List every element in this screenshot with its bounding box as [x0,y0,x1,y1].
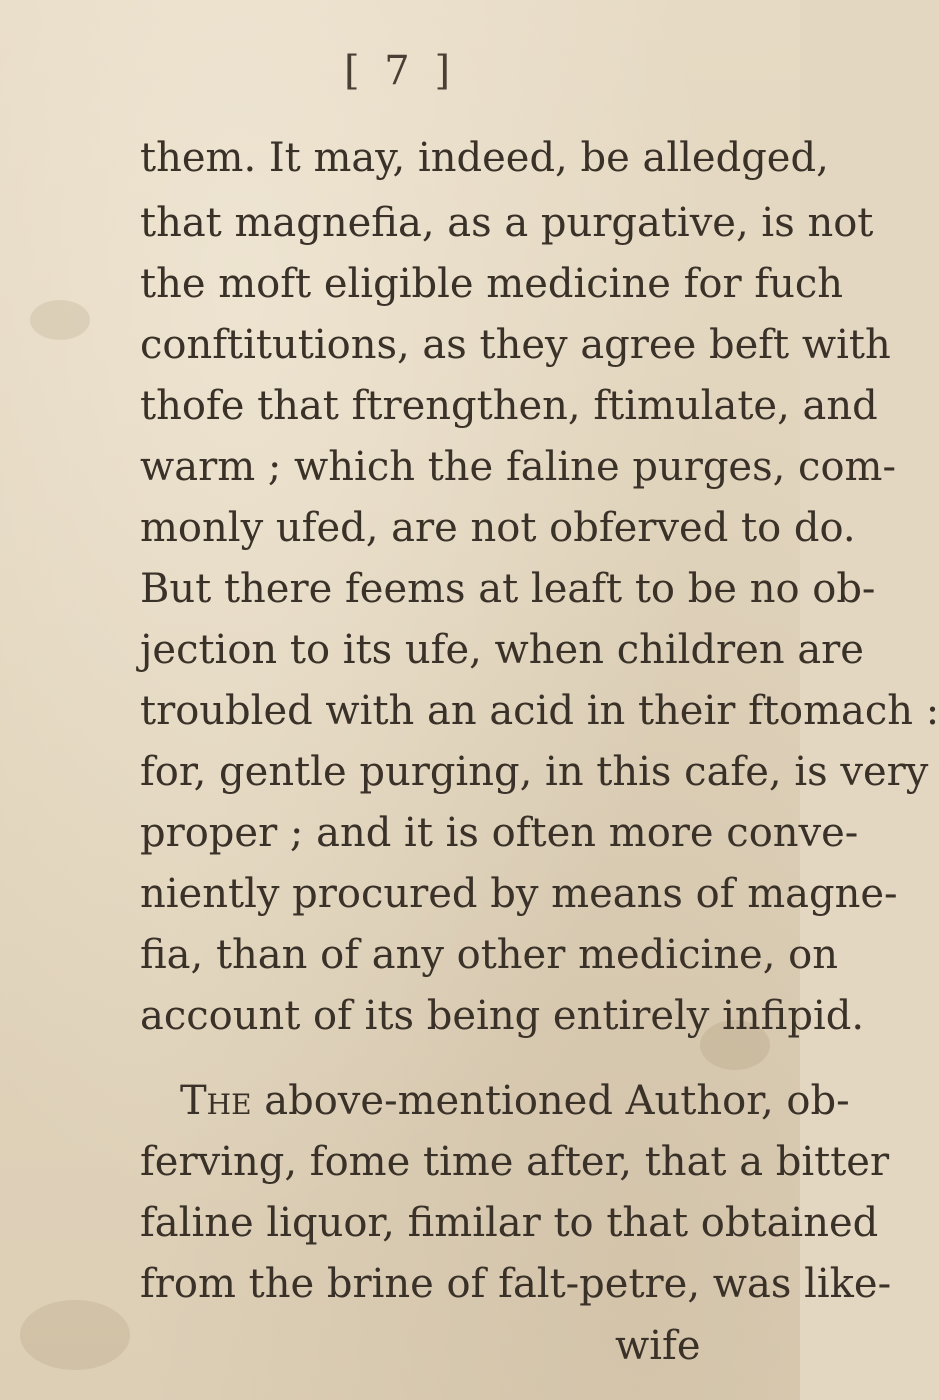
text-line: the moft eligible medicine for fuch [140,261,844,307]
text-line: But there feems at leaft to be no ob- [140,566,876,612]
text-line: account of its being entirely infipid. [140,993,865,1039]
text-line: fia, than of any other medicine, on [140,932,838,978]
text-line: faline liquor, fimilar to that obtained [140,1200,879,1246]
paragraph-line-text: above-mentioned Author, ob- [264,1078,850,1124]
paper-stain [30,300,90,340]
text-line: proper ; and it is often more conve- [140,810,859,856]
catchword: wife [615,1323,701,1369]
text-line: troubled with an acid in their ftomach : [140,688,939,734]
text-line: from the brine of falt-petre, was like- [140,1261,892,1307]
text-line: monly ufed, are not obferved to do. [140,505,856,551]
text-line: conftitutions, as they agree beft with [140,322,891,368]
text-line: jection to its ufe, when children are [140,627,864,673]
text-line: for, gentle purging, in this cafe, is very [140,749,929,795]
text-line: them. It may, indeed, be alledged, [140,135,829,181]
text-line: niently procured by means of magne- [140,871,898,917]
text-line: warm ; which the faline purges, com- [140,444,896,490]
paragraph-lead-word: The [180,1078,252,1124]
text-line: ferving, fome time after, that a bitter [140,1139,890,1185]
text-line: thofe that ftrengthen, ftimulate, and [140,383,878,429]
paper-stain [20,1300,130,1370]
text-line: that magnefia, as a purgative, is not [140,200,874,246]
paragraph-line [180,1075,850,1127]
page-number: [ 7 ] [343,48,457,94]
